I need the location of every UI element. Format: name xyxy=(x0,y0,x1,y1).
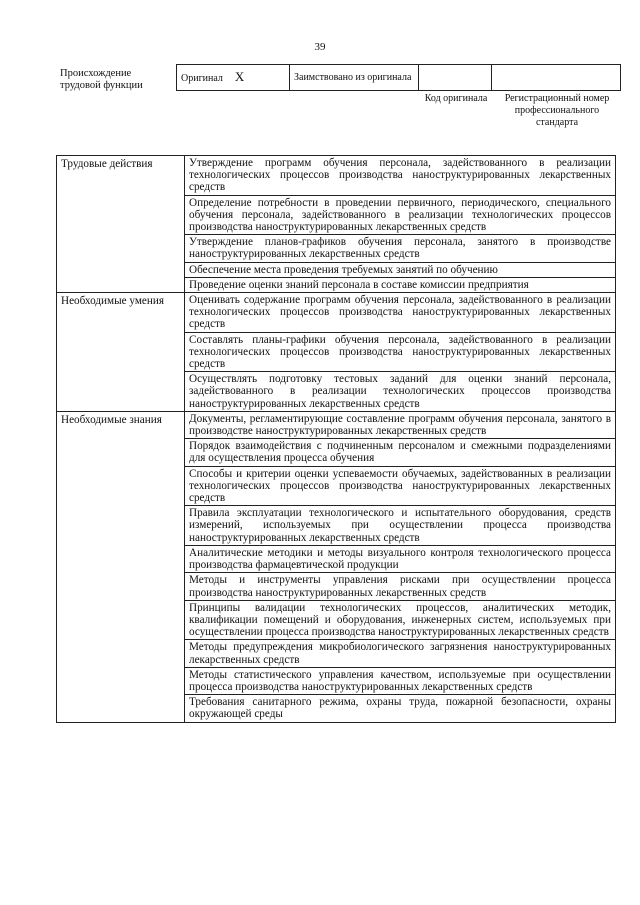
table-row xyxy=(57,293,616,333)
registration-caption: Регистрационный номер профессионального стандарта xyxy=(504,93,610,128)
section-item: Утверждение планов-графиков обучения персонала, занятого в производстве наноструктурированных лекарственных средств xyxy=(185,235,616,262)
section-item: Методы и инструменты управления рисками при осуществлении процесса производства наноструктурированных лекарственных средств xyxy=(185,573,616,600)
code-caption: Код оригинала xyxy=(424,93,488,104)
section-item: Осуществлять подготовку тестовых заданий для оценки знаний персонала, задействованного в реализации технологических процессов производства наноструктурированных лекарственных средств xyxy=(185,372,616,412)
original-mark: X xyxy=(234,69,245,84)
section-title: Необходимые знания xyxy=(57,411,185,722)
table-row xyxy=(57,156,616,196)
table-row xyxy=(57,411,616,438)
section-item: Определение потребности в проведении первичного, периодического, специального обучения персонала, задействованного в реализации технологических процессов производства наноструктурированных лекарственных средств xyxy=(185,195,616,235)
registration-cell xyxy=(492,65,621,91)
section-item: Обеспечение места проведения требуемых занятий по обучению xyxy=(185,262,616,277)
section-item: Принципы валидации технологических процессов, аналитических методик, квалификации помещений и оборудования, инженерных систем, используемых при осуществлении процесса производства наноструктурированных лекарственных средств xyxy=(185,600,616,640)
section-item: Методы предупреждения микробиологического загрязнения наноструктурированных лекарственных средств xyxy=(185,640,616,667)
labor-function-table xyxy=(56,155,616,723)
origin-table xyxy=(176,64,621,91)
section-item: Порядок взаимодействия с подчиненным персоналом и смежными подразделениями для осуществления процесса обучения xyxy=(185,439,616,466)
original-cell xyxy=(177,65,290,91)
section-item: Оценивать содержание программ обучения персонала, задействованного в реализации технологических процессов производства наноструктурированных лекарственных средств xyxy=(185,293,616,333)
section-item: Методы статистического управления качеством, используемые при осуществлении процесса производства наноструктурированных лекарственных средств xyxy=(185,667,616,694)
section-item: Проведение оценки знаний персонала в составе комиссии предприятия xyxy=(185,277,616,292)
origin-label: Происхождение трудовой функции xyxy=(60,68,143,91)
original-label: Оригинал xyxy=(181,73,223,84)
section-item: Составлять планы-графики обучения персонала, задействованного в реализации технологических процессов производства наноструктурированных лекарственных средств xyxy=(185,332,616,372)
section-title: Трудовые действия xyxy=(57,156,185,293)
section-item: Правила эксплуатации технологического и испытательного оборудования, средств измерений, используемых при осуществлении процесса производства наноструктурированных лекарственных средств xyxy=(185,506,616,546)
section-title: Необходимые умения xyxy=(57,293,185,412)
code-cell xyxy=(419,65,492,91)
section-item: Способы и критерии оценки успеваемости обучаемых, задействованных в реализации технологических процессов производства наноструктурированных лекарственных средств xyxy=(185,466,616,506)
section-item: Аналитические методики и методы визуального контроля технологического процесса производства фармацевтической продукции xyxy=(185,545,616,572)
section-item: Документы, регламентирующие составление программ обучения персонала, занятого в производстве наноструктурированных лекарственных средств xyxy=(185,411,616,438)
page-number: 39 xyxy=(314,41,326,53)
section-item: Утверждение программ обучения персонала, задействованного в реализации технологических процессов производства наноструктурированных лекарственных средств xyxy=(185,156,616,196)
section-item: Требования санитарного режима, охраны труда, пожарной безопасности, охраны окружающей среды xyxy=(185,695,616,722)
borrowed-cell: Заимствовано из оригинала xyxy=(290,65,419,91)
